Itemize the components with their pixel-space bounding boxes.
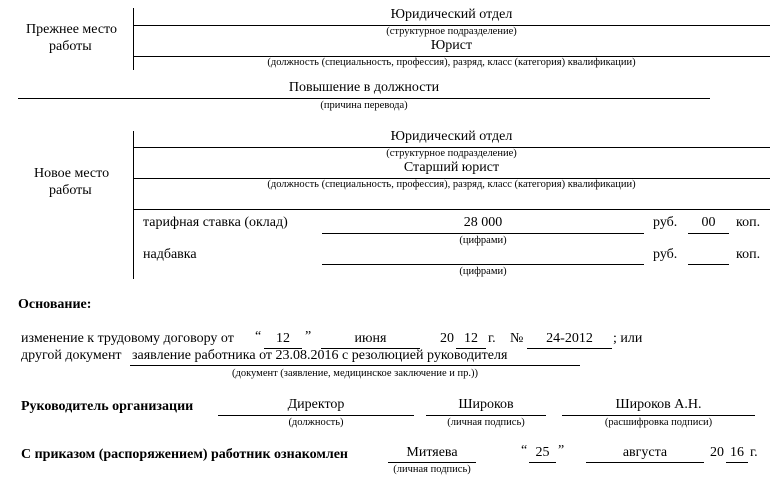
basis-number-line [527,348,612,349]
rate-line [322,233,644,234]
rate-value: 28 000 [463,215,503,230]
rate-label: тарифная ставка (оклад) [143,215,288,230]
head-label: Руководитель организации [21,399,194,414]
new-department-caption: (структурное подразделение) [386,148,517,159]
basis-other-doc-label: другой документ [21,348,122,363]
basis-quote-close: ” [305,329,312,344]
basis-quote-open: “ [255,329,262,344]
reason-caption: (причина перевода) [320,100,408,111]
head-position-caption: (должность) [288,417,344,428]
bonus-kop-line [688,264,729,265]
bonus-rub-label: руб. [653,247,678,262]
new-department: Юридический отдел [390,129,513,144]
bonus-kop-label: коп. [736,247,761,262]
reason-line [18,98,710,99]
ack-year-prefix: 20 [710,445,724,460]
basis-heading: Основание: [18,297,92,312]
basis-month: июня [354,331,387,346]
bonus-caption: (цифрами) [459,266,507,277]
head-position-line [218,415,414,416]
basis-number: 24-2012 [546,331,593,346]
new-position: Старший юрист [403,160,500,175]
basis-other-doc-caption: (документ (заявление, медицинское заключение и пр.)) [232,368,478,379]
head-signature: Широков [458,397,514,412]
new-label-line2: работы [49,183,92,198]
ack-signature: Митяева [406,445,458,460]
ack-year-line [726,462,748,463]
basis-day: 12 [276,331,290,346]
new-label-line1: Новое место [34,166,110,181]
head-name: Широков А.Н. [615,397,702,412]
prev-label-line2: работы [49,39,92,54]
prev-position: Юрист [430,38,473,53]
ack-year-suffix: 16 [730,445,744,460]
rate-rub-label: руб. [653,215,678,230]
basis-other-doc-line [130,365,580,366]
new-position-caption: (должность (специальность, профессия), разряд, класс (категория) квалификации) [267,179,636,190]
reason-value: Повышение в должности [288,80,440,95]
head-signature-caption: (личная подпись) [447,417,525,428]
basis-number-sign: № [510,331,524,346]
prev-department-caption: (структурное подразделение) [386,26,517,37]
ack-signature-caption: (личная подпись) [393,464,471,475]
ack-signature-line [388,462,476,463]
basis-year-prefix: 20 [440,331,454,346]
basis-year-suffix: 12 [464,331,478,346]
rate-kop-label: коп. [736,215,761,230]
prev-department: Юридический отдел [390,7,513,22]
basis-change-text: изменение к трудовому договору от [21,331,234,346]
basis-other-doc-value: заявление работника от 23.08.2016 с резолюцией руководителя [132,348,508,363]
basis-year-unit: г. [488,331,496,346]
basis-or-text: ; или [613,331,643,346]
ack-year-unit: г. [750,445,758,460]
head-position: Директор [287,397,345,412]
ack-day: 25 [535,445,550,460]
rate-caption: (цифрами) [459,235,507,246]
head-name-line [562,415,755,416]
bonus-line [322,264,644,265]
bonus-label: надбавка [143,247,197,262]
ack-month: августа [622,445,668,460]
ack-month-line [586,462,704,463]
ack-quote-close: ” [558,443,565,458]
head-signature-line [426,415,546,416]
prev-position-caption: (должность (специальность, профессия), разряд, класс (категория) квалификации) [267,57,636,68]
ack-day-line [529,462,556,463]
rate-kop-line [688,233,729,234]
new-section-divider [133,209,770,210]
rate-kop-value: 00 [701,215,716,230]
ack-quote-open: “ [521,443,528,458]
prev-label-line1: Прежнее место [26,22,117,37]
ack-label: С приказом (распоряжением) работник ознакомлен [21,447,348,462]
head-name-caption: (расшифровка подписи) [604,417,713,428]
